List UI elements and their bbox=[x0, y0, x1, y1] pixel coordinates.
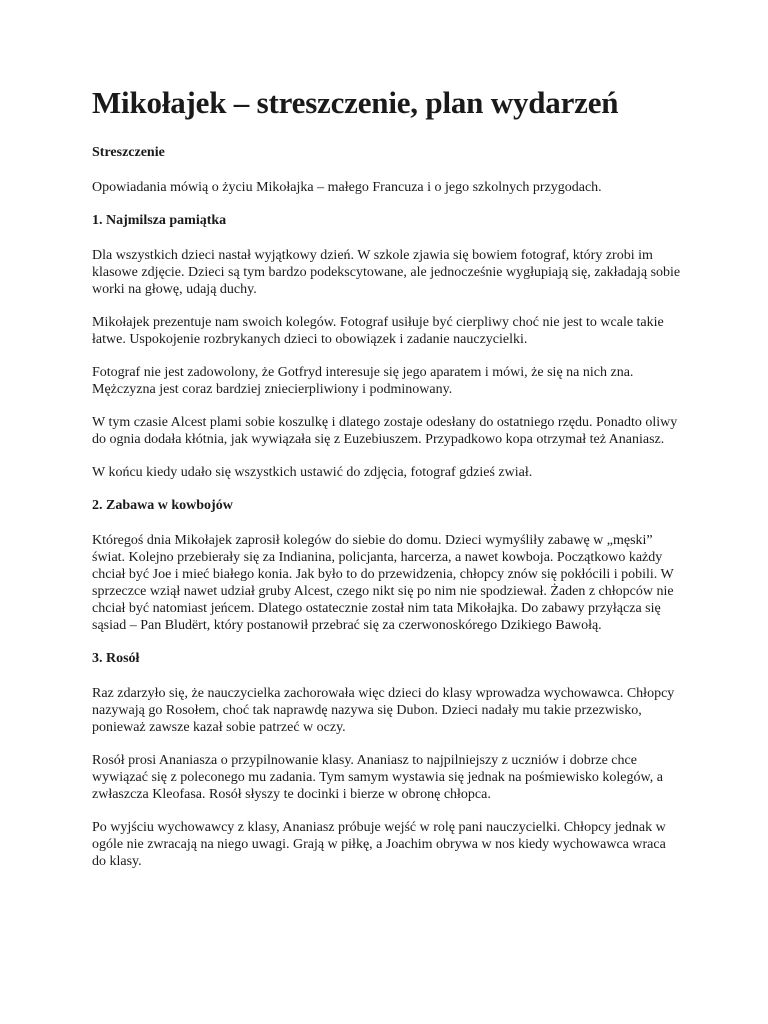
paragraph: Mikołajek prezentuje nam swoich kolegów. Fotograf usiłuje być cierpliwy choć nie jest to wcale takie łatwe. Uspokojenie rozbrykanych dzieci to obowiązek i zadanie nauczycielki. bbox=[92, 315, 664, 347]
paragraph: Po wyjściu wychowawcy z klasy, Ananiasz próbuje wejść w rolę pani nauczycielki. Chłopcy jednak w ogóle nie zwracają na niego uwagi. Grają w piłkę, a Joachim obrywa w nos kiedy wychowawca wraca do klasy. bbox=[92, 820, 666, 869]
section-heading: Streszczenie bbox=[92, 145, 165, 160]
section-heading: 3. Rosół bbox=[92, 651, 140, 666]
document-title: Mikołajek – streszczenie, plan wydarzeń bbox=[92, 85, 619, 120]
section-zabawa-w-kowbojow bbox=[92, 497, 682, 634]
paragraph: Któregoś dnia Mikołajek zaprosił kolegów do siebie do domu. Dzieci wymyśliły zabawę w „męski” świat. Kolejno przebierały się za Indianina, policjanta, harcerza, a nawet kowboja. Początkowo każdy chciał być Joe i mieć białego konia. Jak było to do przewidzenia, chłopcy znów się pokłócili i pobili. W sprzeczce wziął nawet udział gruby Alcest, czego nikt się po nim nie spodziewał. Żaden z chłopców nie chciał być natomiast jeńcem. Dlatego ostatecznie został nim tata Mikołajka. Do zabawy przyłącza się sąsiad – Pan Bludërt, który postanowił przebrać się za czerwonoskórego Dzikiego Bawołą. bbox=[92, 533, 674, 633]
paragraph: Raz zdarzyło się, że nauczycielka zachorowała więc dzieci do klasy wprowadza wychowawca. Chłopcy nazywają go Rosołem, choć tak naprawdę nazywa się Dubon. Dzieci nadały mu takie przezwisko, ponieważ zawsze kazał sobie patrzeć w oczy. bbox=[92, 686, 675, 735]
paragraph: Dla wszystkich dzieci nastał wyjątkowy dzień. W szkole zjawia się bowiem fotograf, który zrobi im klasowe zdjęcie. Dzieci są tym bardzo podekscytowane, ale jednocześnie wygłupiają się, zakładają sobie worki na głowę, udają duchy. bbox=[92, 248, 681, 297]
paragraph: W tym czasie Alcest plami sobie koszulkę i dlatego zostaje odesłany do ostatniego rzędu. Ponadto oliwy do ognia dodała kłótnia, jak wywiązała się z Euzebiuszem. Przypadkowo kopa otrzymał też Ananiasz. bbox=[92, 415, 678, 447]
section-rosol bbox=[92, 650, 682, 870]
paragraph: Rosół prosi Ananiasza o przypilnowanie klasy. Ananiasz to najpilniejszy z uczniów i dobrze chce wywiązać się z poleconego mu zadania. Tym samym wystawia się jednak na pośmiewisko kolegów, a zwłaszcza Kleofasa. Rosół słyszy te docinki i bierze w obronę chłopca. bbox=[92, 753, 663, 802]
section-summary bbox=[92, 144, 682, 196]
document-page bbox=[92, 84, 682, 886]
section-heading: 2. Zabawa w kowbojów bbox=[92, 498, 233, 513]
paragraph: W końcu kiedy udało się wszystkich ustawić do zdjęcia, fotograf gdzieś zwiał. bbox=[92, 465, 533, 480]
section-najmilsza-pamiatka bbox=[92, 212, 682, 481]
section-heading: 1. Najmilsza pamiątka bbox=[92, 213, 227, 228]
paragraph: Opowiadania mówią o życiu Mikołajka – małego Francuza i o jego szkolnych przygodach. bbox=[92, 180, 602, 195]
paragraph: Fotograf nie jest zadowolony, że Gotfryd interesuje się jego aparatem i mówi, że się na nich zna. Mężczyzna jest coraz bardziej zniecierpliwiony i podminowany. bbox=[92, 365, 634, 397]
